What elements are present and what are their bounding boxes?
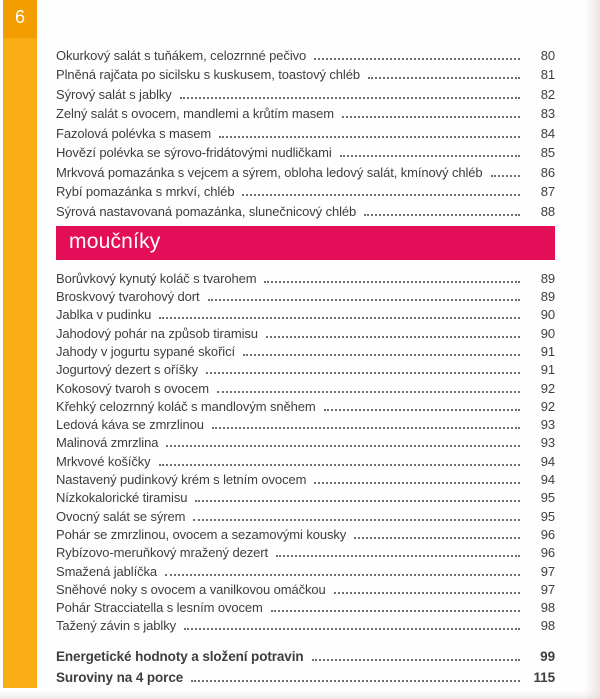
toc-entry (56, 579, 555, 597)
entry-title: Jablka v pudinku (56, 307, 152, 323)
dot-leader (342, 116, 520, 118)
entry-page: 84 (540, 125, 555, 141)
entry-page: 87 (540, 184, 555, 199)
entry-page: 95 (540, 508, 555, 524)
toc-entry (56, 160, 555, 180)
dot-leader (193, 519, 520, 521)
toc-entry (56, 341, 555, 359)
entry-page: 94 (540, 472, 555, 488)
entry-title: Ledová káva se zmrzlinou (56, 417, 204, 433)
entry-title: Hovězí polévka se sýrovo-fridátovými nudličkami (56, 145, 332, 160)
dot-leader (276, 555, 520, 557)
entry-title: Nízkokalorické tiramisu (56, 490, 188, 506)
entry-page: 98 (540, 618, 555, 634)
page-number-tab (3, 0, 37, 38)
entry-page: 92 (540, 398, 555, 414)
dot-leader (212, 427, 520, 429)
entry-title: Ovocný salát se sýrem (56, 508, 186, 524)
entry-title: Pohár se zmrzlinou, ovocem a sezamovými kousky (56, 526, 347, 542)
toc-list-desserts (56, 268, 555, 634)
entry-page: 85 (540, 145, 555, 160)
toc-entry (56, 359, 555, 377)
toc-entry (56, 664, 555, 685)
dot-leader (340, 155, 520, 157)
toc-list-footer (56, 643, 555, 685)
dot-leader (166, 445, 520, 447)
entry-page: 80 (540, 47, 555, 63)
entry-title: Mrkvová pomazánka s vejcem a sýrem, obloha ledový salát, kmínový chléb (56, 164, 483, 180)
dot-leader (312, 659, 521, 661)
entry-page: 81 (540, 67, 555, 82)
dot-leader (191, 680, 520, 682)
dot-leader (364, 214, 520, 216)
dot-leader (368, 77, 520, 79)
entry-title: Jahodový pohár na způsob tiramisu (56, 325, 258, 341)
dot-leader (354, 537, 520, 539)
entry-page: 89 (540, 270, 555, 286)
toc-entry (56, 102, 555, 122)
dot-leader (184, 628, 520, 630)
toc-entry (56, 396, 555, 414)
toc-entry (56, 487, 555, 505)
dot-leader (159, 317, 520, 319)
dot-leader (314, 482, 520, 484)
entry-page: 96 (540, 545, 555, 561)
toc-entry (56, 322, 555, 340)
entry-title: Fazolová polévka s masem (56, 125, 212, 141)
entry-page: 96 (540, 526, 555, 542)
entry-title: Jogurtový dezert s oříšky (56, 362, 198, 378)
dot-leader (266, 336, 520, 338)
dot-leader (491, 175, 520, 177)
dot-leader (217, 391, 520, 393)
toc-entry (56, 286, 555, 304)
entry-page: 115 (533, 670, 555, 686)
entry-title: Sýrová nastavovaná pomazánka, slunečnicový chléb (56, 203, 357, 219)
entry-title: Rybí pomazánka s mrkví, chléb (56, 184, 235, 199)
entry-page: 92 (540, 380, 555, 396)
entry-title: Malinová zmrzlina (56, 435, 159, 451)
dot-leader (159, 464, 520, 466)
toc-entry (56, 43, 555, 63)
entry-page: 90 (540, 307, 555, 323)
section-heading: moučníky (69, 229, 161, 253)
entry-title: Smažená jablíčka (56, 563, 158, 579)
dot-leader (242, 194, 520, 196)
section-heading-band (56, 226, 555, 260)
entry-title: Pohár Stracciatella s lesním ovocem (56, 600, 263, 616)
entry-title: Jahody v jogurtu sypané skořicí (56, 343, 235, 359)
toc-entry (56, 505, 555, 523)
dot-leader (324, 409, 520, 411)
entry-title: Sněhové noky s ovocem a vanilkovou omáčkou (56, 581, 326, 597)
toc-entry (56, 643, 555, 664)
entry-title: Plněná rajčata po sicilsku s kuskusem, toastový chléb (56, 67, 360, 82)
sidebar-orange-bar (3, 0, 37, 688)
entry-page: 91 (540, 343, 555, 359)
entry-page: 97 (540, 581, 555, 597)
entry-title: Mrkvové košíčky (56, 453, 151, 469)
entry-page: 94 (540, 453, 555, 469)
entry-title: Nastavený pudinkový krém s letním ovocem (56, 472, 307, 488)
entry-page: 83 (540, 106, 555, 121)
dot-leader (314, 58, 520, 60)
toc-entry (56, 450, 555, 468)
toc-entry (56, 414, 555, 432)
entry-page: 82 (540, 86, 555, 102)
toc-entry (56, 615, 555, 633)
toc-entry (56, 121, 555, 141)
dot-leader (165, 574, 520, 576)
photo-page-edge-right (584, 0, 600, 699)
entry-title: Zelný salát s ovocem, mandlemi a krůtím masem (56, 106, 334, 121)
toc-entry (56, 560, 555, 578)
photo-page-edge-bottom (0, 690, 600, 699)
entry-title: Křehký celozrnný koláč s mandlovým sněhem (56, 398, 316, 414)
entry-title: Okurkový salát s tuňákem, celozrnné pečivo (56, 47, 307, 63)
entry-title: Kokosový tvaroh s ovocem (56, 380, 209, 396)
toc-entry (56, 469, 555, 487)
toc-entry (56, 377, 555, 395)
entry-page: 88 (540, 203, 555, 219)
toc-entry (56, 199, 555, 219)
toc-entry (56, 432, 555, 450)
dot-leader (334, 592, 520, 594)
toc-list-salads-soups (56, 0, 555, 219)
dot-leader (271, 610, 520, 612)
toc-entry (56, 304, 555, 322)
dot-leader (195, 500, 520, 502)
page-number: 6 (14, 7, 25, 27)
entry-page: 97 (540, 563, 555, 579)
entry-page: 86 (540, 164, 555, 180)
entry-page: 90 (540, 325, 555, 341)
dot-leader (243, 354, 520, 356)
entry-page: 89 (540, 289, 555, 305)
toc-entry (56, 63, 555, 83)
dot-leader (219, 136, 520, 138)
dot-leader (180, 97, 520, 99)
entry-title: Energetické hodnoty a složení potravin (56, 649, 304, 665)
dot-leader (208, 299, 520, 301)
toc-entry (56, 268, 555, 286)
entry-page: 99 (540, 649, 555, 665)
entry-page: 91 (540, 362, 555, 378)
toc-entry (56, 542, 555, 560)
toc-content (56, 0, 555, 685)
entry-page: 93 (540, 435, 555, 451)
entry-page: 93 (540, 417, 555, 433)
entry-title: Tažený závin s jablky (56, 618, 177, 634)
dot-leader (264, 281, 520, 283)
toc-entry (56, 597, 555, 615)
toc-entry (56, 141, 555, 161)
toc-entry (56, 82, 555, 102)
entry-title: Borůvkový kynutý koláč s tvarohem (56, 270, 257, 286)
entry-title: Rybízovo-meruňkový mražený dezert (56, 545, 269, 561)
entry-title: Suroviny na 4 porce (56, 670, 184, 686)
entry-title: Broskvový tvarohový dort (56, 289, 200, 305)
entry-page: 95 (540, 490, 555, 506)
dot-leader (206, 372, 520, 374)
toc-entry (56, 180, 555, 200)
entry-title: Sýrový salát s jablky (56, 86, 172, 102)
toc-entry (56, 524, 555, 542)
entry-page: 98 (540, 600, 555, 616)
